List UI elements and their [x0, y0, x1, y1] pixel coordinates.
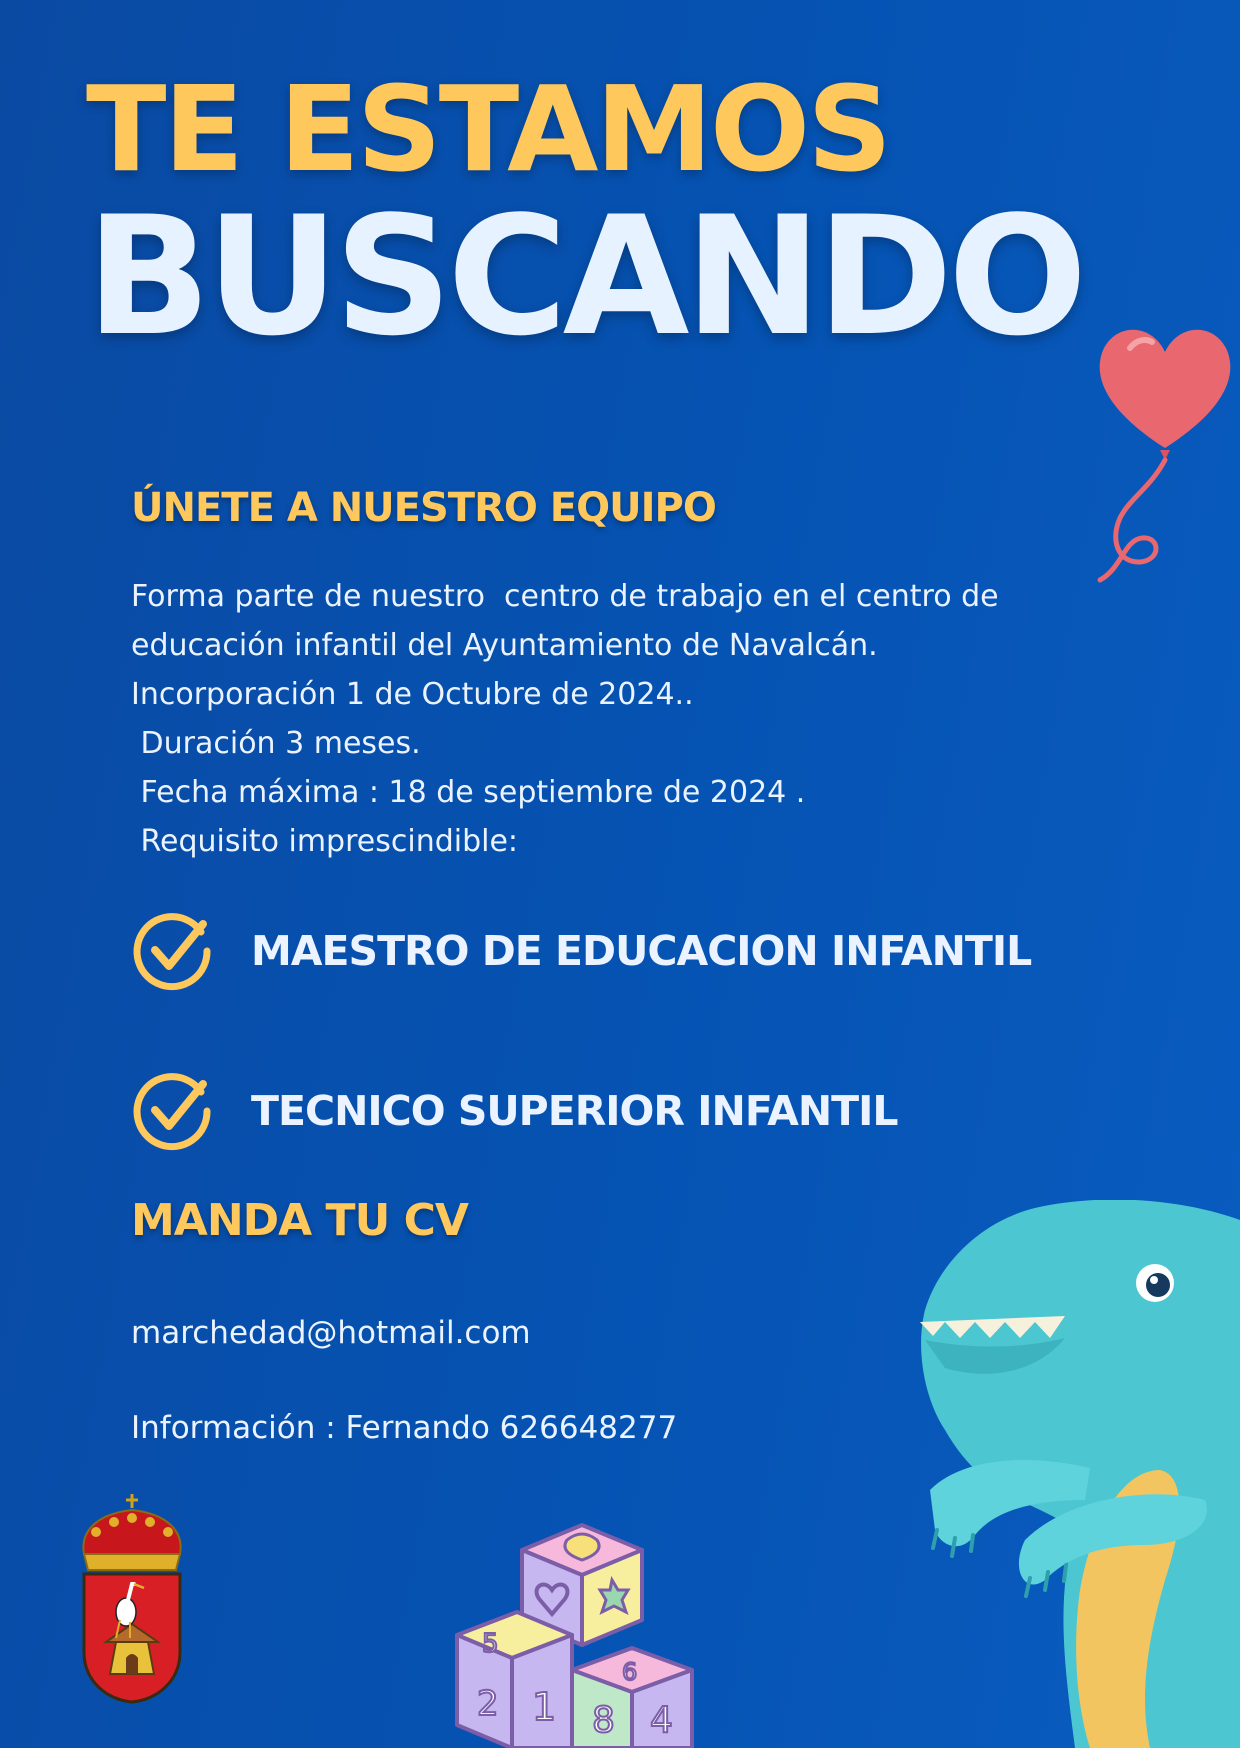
block-number: 5 — [482, 1629, 499, 1659]
toy-blocks-illustration — [452, 1520, 712, 1748]
description-line: Fecha máxima : 18 de septiembre de 2024 . — [131, 775, 806, 810]
description-line: Incorporación 1 de Octubre de 2024.. — [131, 677, 694, 712]
block-number: 8 — [592, 1700, 615, 1741]
heart-balloon-icon — [1090, 318, 1240, 598]
block-number: 4 — [650, 1700, 673, 1741]
contact-info: Información : Fernando 626648277 — [131, 1410, 678, 1446]
description-line: Forma parte de nuestro centro de trabajo en el centro de — [131, 579, 999, 614]
dinosaur-illustration — [915, 1200, 1240, 1748]
requirement-label: TECNICO SUPERIOR INFANTIL — [251, 1087, 898, 1135]
description-line: Requisito imprescindible: — [131, 824, 519, 859]
block-number: 2 — [477, 1684, 499, 1724]
contact-email[interactable]: marchedad@hotmail.com — [131, 1315, 531, 1351]
headline-te-estamos: TE ESTAMOS — [86, 60, 890, 198]
coat-of-arms-icon — [76, 1492, 188, 1704]
block-number: 1 — [532, 1685, 557, 1729]
description-line: Duración 3 meses. — [131, 726, 421, 761]
block-number: 6 — [622, 1658, 638, 1686]
job-description — [131, 572, 1211, 866]
requirement-label: MAESTRO DE EDUCACION INFANTIL — [251, 927, 1032, 975]
check-circle-icon — [131, 1070, 213, 1152]
check-circle-icon — [131, 910, 213, 992]
description-line: educación infantil del Ayuntamiento de Navalcán. — [131, 628, 878, 663]
headline-buscando: BUSCANDO — [86, 181, 1083, 372]
cta-title: MANDA TU CV — [131, 1195, 468, 1246]
section-title: ÚNETE A NUESTRO EQUIPO — [131, 485, 716, 531]
